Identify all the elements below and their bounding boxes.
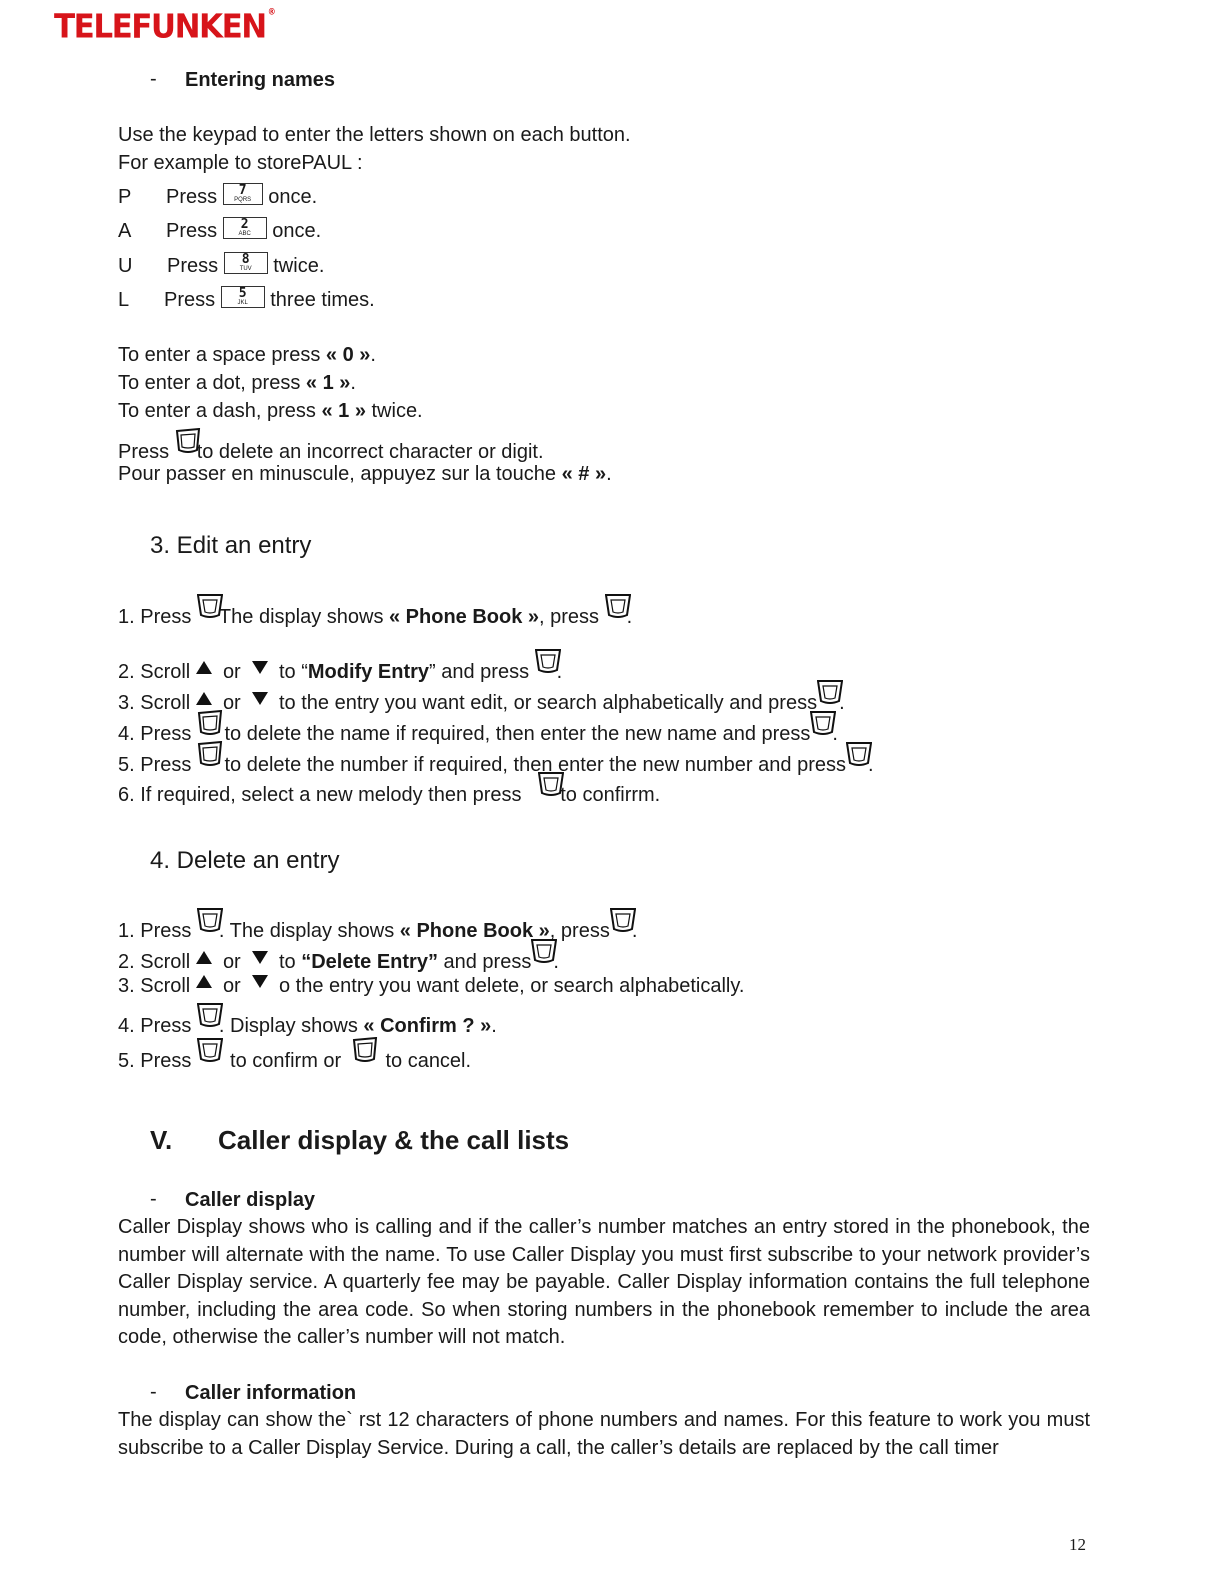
caller-information-heading: Caller information <box>185 1382 357 1404</box>
letter: A <box>118 220 132 242</box>
edit-entry-heading: 3. Edit an entry <box>150 532 312 559</box>
edit-step-3: 3. Scroll or to the entry you want edit, or search alphabetically and press . <box>118 683 845 717</box>
keypad-key-icon: 7 PQRS <box>223 183 263 205</box>
dot-instruction: To enter a dot, press « 1 ». <box>118 372 356 394</box>
entering-names-heading: Entering names <box>185 69 336 91</box>
keypad-key-icon: 2 ABC <box>223 217 267 239</box>
press-word: Press <box>166 220 218 242</box>
bullet-dash: - <box>150 68 157 90</box>
section-number: V. <box>150 1125 173 1155</box>
letter-row-a <box>118 217 321 245</box>
letter: P <box>118 186 132 208</box>
logo-registered-mark: ® <box>267 7 276 17</box>
up-arrow-icon <box>196 975 212 988</box>
delete-entry-heading: 4. Delete an entry <box>150 847 340 874</box>
delete-step-1: 1. Press . The display shows « Phone Book », press . <box>118 911 637 945</box>
telefunken-logo <box>54 7 276 46</box>
clear-key-icon <box>352 1041 374 1067</box>
menu-key-icon <box>197 597 219 623</box>
press-count: three times. <box>270 289 375 311</box>
section-title: Caller display & the call lists <box>218 1125 570 1155</box>
entering-line-1: Use the keypad to enter the letters shown on each button. <box>118 124 631 146</box>
down-arrow-icon <box>252 951 268 964</box>
edit-step-4: 4. Press to delete the name if required, then enter the new name and press . <box>118 714 838 748</box>
edit-step-2: 2. Scroll or to “Modify Entry” and press . <box>118 652 562 686</box>
menu-key-icon <box>610 911 632 937</box>
press-count: twice. <box>273 255 325 277</box>
caller-display-heading: Caller display <box>185 1189 316 1211</box>
caller-information-paragraph: The display can show the` rst 12 characters of phone numbers and names. For this feature to work you must subscribe to a Caller Display Service. During a call, the caller’s details are replaced by the call timer <box>118 1409 1090 1459</box>
up-arrow-icon <box>196 661 212 674</box>
letter: L <box>118 289 130 311</box>
up-arrow-icon <box>196 692 212 705</box>
menu-key-icon <box>197 911 219 937</box>
page-number: 12 <box>1069 1535 1086 1554</box>
menu-key-icon <box>605 597 627 623</box>
down-arrow-icon <box>252 975 268 988</box>
menu-key-icon <box>197 1041 219 1067</box>
menu-key-icon <box>538 775 560 801</box>
menu-key-icon <box>535 652 557 678</box>
edit-step-5: 5. Press to delete the number if required, then enter the new number and press . <box>118 745 874 779</box>
menu-key-icon <box>531 942 553 968</box>
caller-display-paragraph: Caller Display shows who is calling and if the caller’s number matches an entry stored in the phonebook, the number will alternate with the name. To use Caller Display you must first subscribe to your network provider’s Caller Display service. A quarterly fee may be payable. Caller Display information contains the full telephone number, including the area code. So when storing numbers in the phonebook remember to include the area code, otherwise the caller’s number will not match. <box>118 1216 1090 1349</box>
up-arrow-icon <box>196 951 212 964</box>
letter-row-u <box>118 252 324 280</box>
menu-key-icon <box>810 714 832 740</box>
bullet-dash: - <box>150 1381 157 1403</box>
letter: U <box>118 255 133 277</box>
delete-instruction: Press to delete an incorrect character or digit. <box>118 432 544 466</box>
press-count: once. <box>268 186 318 208</box>
press-count: once. <box>272 220 322 242</box>
delete-step-3: 3. Scroll or o the entry you want delete, or search alphabetically. <box>118 975 745 997</box>
press-word: Press <box>166 186 218 208</box>
clear-key-icon <box>197 714 219 740</box>
menu-key-icon <box>846 745 868 771</box>
press-word: Press <box>167 255 219 277</box>
edit-step-1: 1. Press The display shows « Phone Book », press . <box>118 597 632 631</box>
menu-key-icon <box>197 1006 219 1032</box>
letter-row-l <box>118 286 375 314</box>
menu-key-icon <box>817 683 839 709</box>
entering-line-2: For example to storePAUL : <box>118 152 363 174</box>
letter-row-p <box>118 183 317 211</box>
lowercase-instruction: Pour passer en minuscule, appuyez sur la touche « # ». <box>118 463 612 485</box>
clear-key-icon <box>175 432 197 458</box>
edit-step-6: 6. If required, select a new melody then press to confirrm. <box>118 775 660 809</box>
keypad-key-icon: 5 JKL <box>221 286 265 308</box>
logo-text: TELEFUNKEN <box>54 8 266 46</box>
delete-step-4: 4. Press . Display shows « Confirm ? ». <box>118 1006 497 1040</box>
keypad-key-icon: 8 TUV <box>224 252 268 274</box>
space-instruction: To enter a space press « 0 ». <box>118 344 376 366</box>
clear-key-icon <box>197 745 219 771</box>
delete-step-2: 2. Scroll or to “Delete Entry” and press . <box>118 942 559 976</box>
down-arrow-icon <box>252 661 268 674</box>
press-word: Press <box>164 289 216 311</box>
delete-step-5: 5. Press to confirm or to cancel. <box>118 1041 471 1075</box>
down-arrow-icon <box>252 692 268 705</box>
dash-instruction: To enter a dash, press « 1 » twice. <box>118 400 423 422</box>
bullet-dash: - <box>150 1188 157 1210</box>
